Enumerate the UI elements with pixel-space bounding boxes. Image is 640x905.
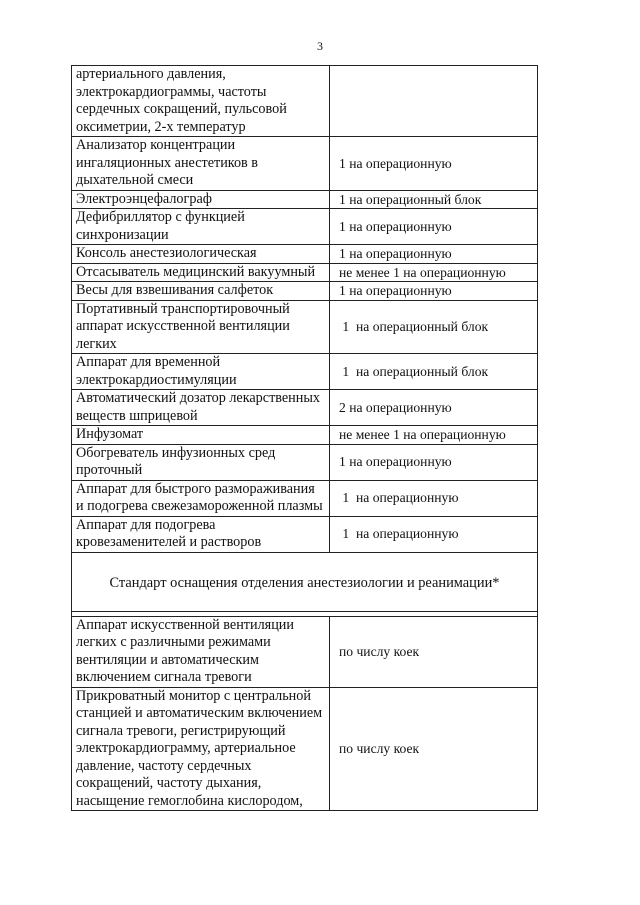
equipment-name: Консоль анестезиологическая: [72, 245, 330, 264]
equipment-quantity: по числу коек: [330, 616, 538, 687]
table-row: [72, 390, 538, 426]
equipment-name: Электроэнцефалограф: [72, 190, 330, 209]
table-row: [72, 616, 538, 687]
table-row: [72, 516, 538, 552]
equipment-name: Дефибриллятор с функцией синхронизации: [72, 209, 330, 245]
table-row: [72, 190, 538, 209]
table-row: [72, 245, 538, 264]
equipment-quantity: 1 на операционную: [330, 137, 538, 191]
equipment-quantity: 2 на операционную: [330, 390, 538, 426]
equipment-name: Аппарат для временной электрокардиостимуляции: [72, 354, 330, 390]
equipment-quantity: не менее 1 на операционную: [330, 263, 538, 282]
equipment-name: Обогреватель инфузионных сред проточный: [72, 444, 330, 480]
equipment-name: Аппарат для подогрева кровезаменителей и растворов: [72, 516, 330, 552]
equipment-name: Весы для взвешивания салфеток: [72, 282, 330, 301]
equipment-quantity: 1 на операционный блок: [330, 190, 538, 209]
equipment-name: артериального давления, электрокардиограммы, частоты сердечных сокращений, пульсовой оксиметрии, 2-х температур: [72, 66, 330, 137]
equipment-name: Портативный транспортировочный аппарат искусственной вентиляции легких: [72, 300, 330, 354]
table-row: [72, 263, 538, 282]
equipment-name: Отсасыватель медицинский вакуумный: [72, 263, 330, 282]
equipment-name: Анализатор концентрации ингаляционных анестетиков в дыхательной смеси: [72, 137, 330, 191]
table-row: [72, 66, 538, 137]
table-row: [72, 354, 538, 390]
equipment-name: Прикроватный монитор с центральной станцией и автоматическим включением сигнала тревоги, регистрирующий электрокардиограмму, артериальное давление, частоту сердечных сокращений, частоту дыхания, насыщение гемоглобина кислородом,: [72, 687, 330, 811]
equipment-quantity: [330, 66, 538, 137]
equipment-table: [71, 65, 538, 811]
equipment-quantity: 1 на операционный блок: [330, 300, 538, 354]
table-row: [72, 444, 538, 480]
equipment-name: Аппарат искусственной вентиляции легких с различными режимами вентиляции и автоматическим включением сигнала тревоги: [72, 616, 330, 687]
equipment-name: Автоматический дозатор лекарственных веществ шприцевой: [72, 390, 330, 426]
equipment-quantity: 1 на операционную: [330, 480, 538, 516]
equipment-quantity: 1 на операционную: [330, 516, 538, 552]
page-number: 3: [317, 39, 323, 53]
table-row: [72, 480, 538, 516]
equipment-quantity: 1 на операционную: [330, 444, 538, 480]
equipment-quantity: 1 на операционный блок: [330, 354, 538, 390]
equipment-quantity: 1 на операционную: [330, 282, 538, 301]
equipment-name: Аппарат для быстрого размораживания и подогрева свежезамороженной плазмы: [72, 480, 330, 516]
equipment-quantity: по числу коек: [330, 687, 538, 811]
equipment-quantity: не менее 1 на операционную: [330, 426, 538, 445]
table-row: [72, 282, 538, 301]
table-row: [72, 300, 538, 354]
equipment-name: Инфузомат: [72, 426, 330, 445]
table-row: [72, 209, 538, 245]
section-row: [72, 552, 538, 611]
table-row: [72, 426, 538, 445]
equipment-quantity: 1 на операционную: [330, 209, 538, 245]
section-title: Стандарт оснащения отделения анестезиологии и реанимации*: [72, 552, 538, 611]
equipment-quantity: 1 на операционную: [330, 245, 538, 264]
table-row: [72, 687, 538, 811]
table-row: [72, 137, 538, 191]
